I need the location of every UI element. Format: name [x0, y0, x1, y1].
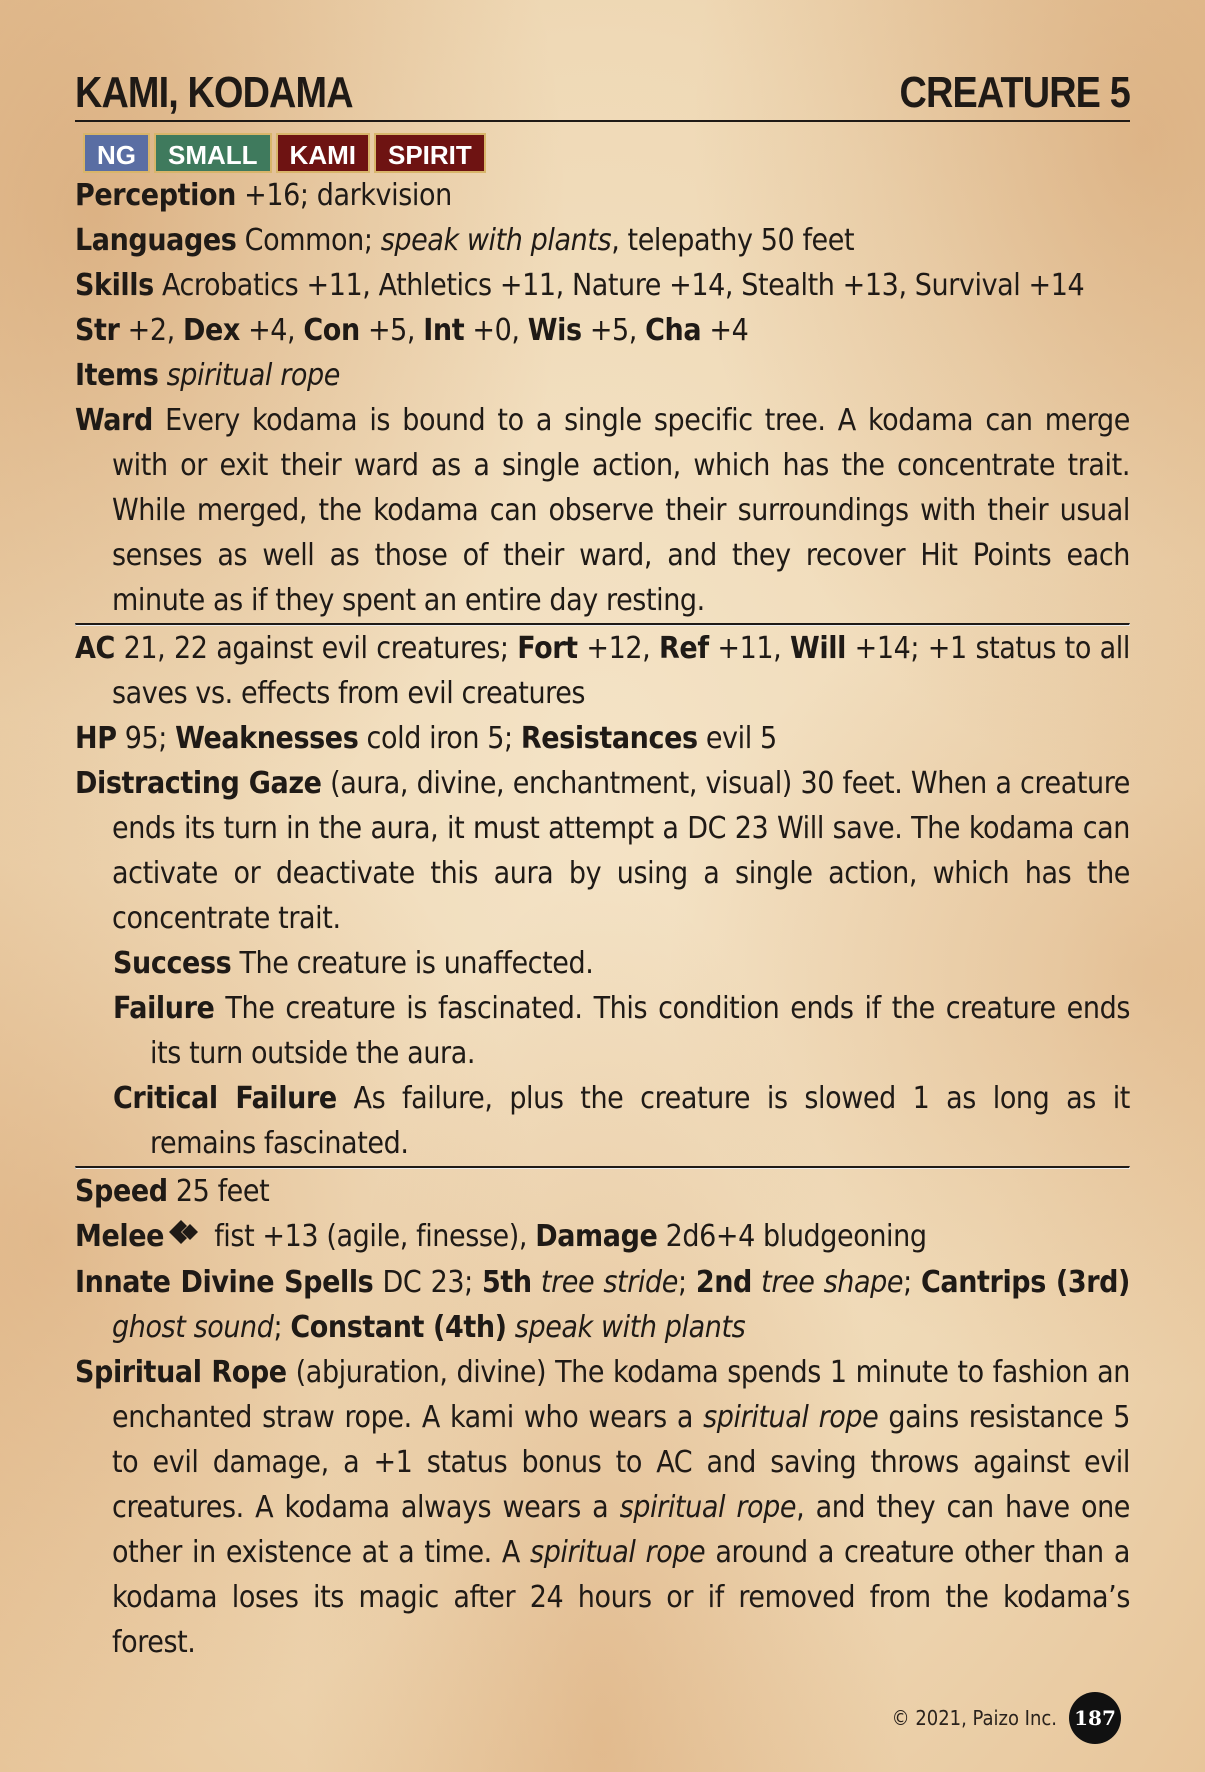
critical-failure-label: Critical Failure	[113, 1081, 337, 1116]
skills-text: Acrobatics +11, Athletics +11, Nature +14, Stealth +13, Survival +14	[153, 268, 1085, 303]
trait-ng[interactable]: NG	[83, 133, 150, 173]
innate-spells-line	[75, 1260, 1130, 1350]
statistics-section	[75, 173, 1130, 623]
wis-value: +5,	[581, 313, 646, 348]
perception-line	[75, 173, 1130, 218]
constant-label: Constant (4th)	[290, 1310, 507, 1345]
trait-small[interactable]: SMALL	[154, 133, 272, 173]
weaknesses-text: cold iron 5;	[358, 721, 521, 756]
title-row	[75, 68, 1130, 122]
gaze-failure	[75, 986, 1130, 1076]
fort-label: Fort	[517, 631, 578, 666]
success-label: Success	[113, 946, 232, 981]
will-text: +14; +1 status to all saves vs. effects from evil creatures	[112, 631, 1131, 711]
spell-speak-with-plants[interactable]: speak with plants	[514, 1310, 746, 1345]
con-value: +5,	[359, 313, 424, 348]
ward-text: Every kodama is bound to a single specific tree. A kodama can merge with or exit their ward as a single action, which has the concentrate trait. While merged, the kodama can observe their surroundings with their usual senses as well as those of their ward, and they recover Hit Points each minute as if they spent an entire day resting.	[112, 403, 1130, 618]
languages-line	[75, 218, 1130, 263]
offense-section	[75, 1169, 1130, 1665]
items-line	[75, 353, 1130, 398]
cha-label: Cha	[645, 313, 702, 348]
spells-label: Innate Divine Spells	[75, 1265, 374, 1300]
gaze-critical-failure	[75, 1076, 1130, 1166]
int-value: +0,	[464, 313, 528, 348]
trait-kami[interactable]: KAMI	[276, 133, 370, 173]
ac-label: AC	[75, 631, 115, 666]
rope-text-4: around a creature other than a kodama loses its magic after 24 hours or if removed from the kodama’s forest.	[112, 1535, 1130, 1660]
languages-text-2: , telepathy 50 feet	[611, 223, 855, 258]
fort-text: +12,	[577, 631, 660, 666]
spell-separator: ;	[273, 1310, 291, 1345]
str-label: Str	[75, 313, 120, 348]
skills-line	[75, 263, 1130, 308]
abilities-line	[75, 308, 1130, 353]
rope-item-ref-1[interactable]: spiritual rope	[703, 1400, 879, 1435]
melee-text: fist +13 (agile, finesse),	[206, 1219, 536, 1254]
languages-label: Languages	[75, 223, 237, 258]
damage-text: 2d6+4 bludgeoning	[657, 1219, 927, 1254]
ref-text: +11,	[708, 631, 790, 666]
trait-list	[83, 133, 1130, 173]
failure-text: The creature is fascinated. This condition ends if the creature ends its turn outside the aura.	[150, 991, 1130, 1071]
spell-ghost-sound[interactable]: ghost sound	[112, 1310, 274, 1345]
defense-section	[75, 626, 1130, 1166]
int-label: Int	[423, 313, 465, 348]
ac-line	[75, 626, 1130, 716]
languages-spell[interactable]: speak with plants	[380, 223, 612, 258]
dex-value: +4,	[239, 313, 304, 348]
melee-line	[75, 1214, 1130, 1260]
gaze-success	[75, 941, 1130, 986]
page-footer	[892, 1692, 1121, 1744]
hp-line	[75, 716, 1130, 761]
melee-label: Melee	[75, 1219, 165, 1254]
spell-tree-stride[interactable]: tree stride	[540, 1265, 678, 1300]
languages-text: Common;	[236, 223, 381, 258]
damage-label: Damage	[535, 1219, 658, 1254]
ward-ability	[75, 398, 1130, 623]
perception-text: +16; darkvision	[235, 178, 452, 213]
will-label: Will	[790, 631, 846, 666]
rank-2-label: 2nd	[695, 1265, 752, 1300]
hp-text: 95;	[116, 721, 176, 756]
speed-line	[75, 1169, 1130, 1214]
weaknesses-label: Weaknesses	[175, 721, 359, 756]
creature-level: CREATURE 5	[899, 68, 1130, 117]
perception-label: Perception	[75, 178, 236, 213]
rope-item-ref-2[interactable]: spiritual rope	[619, 1490, 797, 1525]
gaze-label: Distracting Gaze	[75, 766, 322, 801]
rope-text-2: gains resistance 5 to evil damage, a +1 status bonus to AC and saving throws against evil creatures. A kodama always wears a	[112, 1400, 1130, 1525]
rope-label: Spiritual Rope	[75, 1355, 287, 1390]
resistances-label: Resistances	[520, 721, 698, 756]
gaze-text: (aura, divine, enchantment, visual) 30 feet. When a creature ends its turn in the aura, it must attempt a DC 23 Will save. The kodama can activate or deactivate this aura by using a single action, which has the concentrate trait.	[112, 766, 1130, 936]
spell-separator: ;	[677, 1265, 696, 1300]
spell-separator: ;	[903, 1265, 921, 1300]
rope-text-1: (abjuration, divine) The kodama spends 1 minute to fashion an enchanted straw rope. A kami who wears a	[112, 1355, 1130, 1435]
con-label: Con	[303, 313, 360, 348]
items-label: Items	[75, 358, 159, 393]
speed-text: 25 feet	[167, 1174, 270, 1209]
cha-value: +4	[701, 313, 749, 348]
spell-tree-shape[interactable]: tree shape	[761, 1265, 904, 1300]
hp-label: HP	[75, 721, 117, 756]
cantrips-label: Cantrips (3rd)	[921, 1265, 1130, 1300]
rope-text-3: , and they can have one other in existence at a time. A	[112, 1490, 1130, 1570]
critical-failure-text: As failure, plus the creature is slowed 1 as long as it remains fascinated.	[150, 1081, 1130, 1161]
distracting-gaze-ability	[75, 761, 1130, 941]
single-action-icon	[168, 1215, 202, 1260]
stat-block	[75, 68, 1130, 1665]
skills-label: Skills	[75, 268, 154, 303]
dex-label: Dex	[182, 313, 240, 348]
trait-spirit[interactable]: SPIRIT	[374, 133, 486, 173]
page-number: 187	[1069, 1692, 1121, 1744]
copyright: © 2021, Paizo Inc.	[891, 1706, 1057, 1730]
wis-label: Wis	[527, 313, 582, 348]
ac-text: 21, 22 against evil creatures;	[114, 631, 518, 666]
failure-label: Failure	[113, 991, 215, 1026]
resistances-text: evil 5	[697, 721, 777, 756]
creature-name: KAMI, KODAMA	[75, 68, 353, 117]
ward-label: Ward	[75, 403, 153, 438]
success-text: The creature is unaffected.	[231, 946, 594, 981]
ref-label: Ref	[659, 631, 709, 666]
spiritual-rope-ability	[75, 1350, 1130, 1665]
rope-item-ref-3[interactable]: spiritual rope	[530, 1535, 706, 1570]
speed-label: Speed	[75, 1174, 168, 1209]
rank-5-label: 5th	[482, 1265, 532, 1300]
items-text[interactable]: spiritual rope	[158, 358, 340, 393]
spells-dc: DC 23;	[373, 1265, 482, 1300]
str-value: +2,	[119, 313, 183, 348]
